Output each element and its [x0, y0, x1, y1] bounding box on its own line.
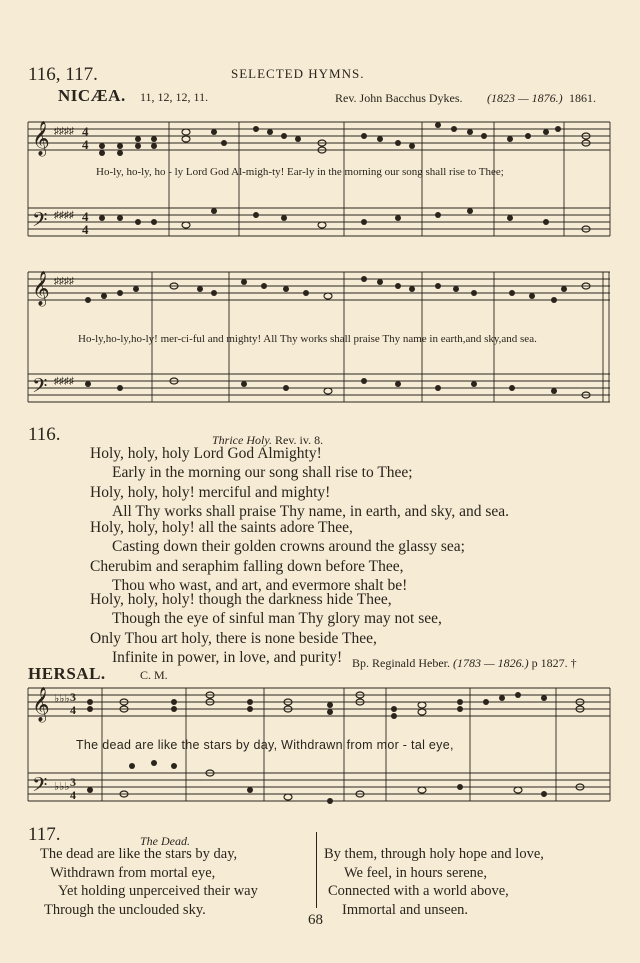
running-title: SELECTED HYMNS. — [231, 66, 365, 81]
composer-dates: (1823 — 1876.) — [487, 91, 563, 105]
svg-text:3: 3 — [70, 775, 76, 789]
verse-2-line-2: Casting down their golden crowns around the glassy sea; — [112, 538, 465, 556]
composer: Rev. John Bacchus Dykes. — [335, 91, 463, 105]
svg-text:4: 4 — [82, 124, 89, 139]
svg-text:♭♭♭: ♭♭♭ — [54, 693, 70, 705]
hymn-117-left-stanza — [40, 845, 258, 919]
hymn-numbers: 116, 117. — [28, 64, 98, 85]
column-divider — [316, 832, 317, 908]
stanza-2-line-1: By them, through holy hope and love, — [324, 846, 544, 862]
verse-1-line-2: Early in the morning our song shall rise to Thee; — [112, 464, 413, 482]
verse-3-line-4: Infinite in power, in love, and purity! — [112, 648, 343, 666]
svg-text:4: 4 — [70, 788, 76, 802]
svg-text:4: 4 — [70, 703, 76, 717]
svg-text:3: 3 — [70, 690, 76, 704]
hymn-117-number: 117. — [28, 824, 61, 845]
bass-clef-icon: 𝄢 — [32, 775, 48, 801]
verse-1-line-3: Holy, holy, holy! merciful and mighty! — [90, 483, 331, 501]
svg-text:♯♯♯♯: ♯♯♯♯ — [54, 210, 74, 221]
tune-name: NICÆA. — [58, 86, 126, 105]
hymn-117-title: The Dead. — [140, 834, 190, 848]
treble-clef-icon: 𝄞 — [32, 272, 50, 305]
bass-staff — [28, 208, 610, 236]
underlay-line-3: The dead are like the stars by day, Withdrawn from mor - tal eye, — [76, 738, 454, 752]
hymn-116-reference: Rev. iv. 8. — [275, 433, 324, 447]
verse-2-line-4: Thou who wast, and art, and evermore shalt be! — [112, 576, 408, 594]
stanza-2-line-3: Connected with a world above, — [328, 883, 509, 899]
bass-clef-icon: 𝄢 — [32, 376, 48, 402]
svg-text:♭♭♭: ♭♭♭ — [54, 781, 70, 793]
verse-3-line-3: Only Thou art holy, there is none beside Thee, — [90, 629, 377, 647]
hymn-116-attribution — [352, 656, 577, 671]
hymn-117-right-stanza — [324, 845, 544, 919]
composition-year: 1861. — [569, 91, 596, 105]
svg-text:4: 4 — [82, 137, 89, 152]
stanza-1-line-1: The dead are like the stars by day, — [40, 846, 238, 862]
verse-2-line-1: Holy, holy, holy! all the saints adore Thee, — [90, 519, 353, 536]
stanza-1-line-4: Through the unclouded sky. — [44, 901, 206, 918]
svg-text:4: 4 — [82, 222, 89, 237]
author-publication: p 1827. † — [531, 656, 577, 670]
bass-clef-icon: 𝄢 — [32, 210, 48, 236]
author: Bp. Reginald Heber. — [352, 656, 450, 670]
hymn-116-number: 116. — [28, 424, 61, 445]
treble-clef-icon: 𝄞 — [32, 688, 50, 721]
verse-2 — [90, 518, 465, 595]
verse-3-line-2: Though the eye of sinful man Thy glory may not see, — [112, 610, 442, 628]
svg-text:4: 4 — [82, 209, 89, 224]
tune-2-name: HERSAL. — [28, 664, 106, 683]
tune-2-meter: C. M. — [140, 668, 168, 682]
music-system-1 — [24, 112, 614, 252]
author-dates: (1783 — 1826.) — [452, 656, 529, 670]
verse-2-line-3: Cherubim and seraphim falling down before Thee, — [90, 557, 404, 575]
page-number: 68 — [308, 912, 323, 928]
svg-text:♯♯♯♯: ♯♯♯♯ — [54, 126, 74, 137]
hymn-116-title: Thrice Holy. — [212, 433, 272, 447]
treble-clef-icon: 𝄞 — [32, 122, 50, 155]
stanza-2-line-4: Immortal and unseen. — [342, 901, 469, 918]
svg-text:♯♯♯♯: ♯♯♯♯ — [54, 376, 74, 387]
stanza-1-line-3: Yet holding unperceived their way — [58, 883, 258, 899]
verse-1-line-1: Holy, holy, holy Lord God Almighty! — [90, 445, 322, 462]
underlay-line-1: Ho-ly, ho-ly, ho - ly Lord God Al-migh-ty! Ear-ly in the morning our song shall rise to Thee; — [96, 166, 504, 178]
verse-3-line-1: Holy, holy, holy! though the darkness hide Thee, — [90, 591, 392, 608]
stanza-1-line-2: Withdrawn from mortal eye, — [50, 864, 216, 881]
svg-text:♯♯♯♯: ♯♯♯♯ — [54, 276, 74, 287]
tune-meter: 11, 12, 12, 11. — [140, 90, 209, 104]
verse-1-line-4: All Thy works shall praise Thy name, in earth, and sky, and sea. — [112, 502, 510, 520]
verse-1 — [90, 444, 509, 521]
stanza-2-line-2: We feel, in hours serene, — [344, 864, 487, 881]
underlay-line-2: Ho-ly,ho-ly,ho-ly! mer-ci-ful and mighty! All Thy works shall praise Thy name in earth,and sky,and sea. — [78, 333, 537, 345]
